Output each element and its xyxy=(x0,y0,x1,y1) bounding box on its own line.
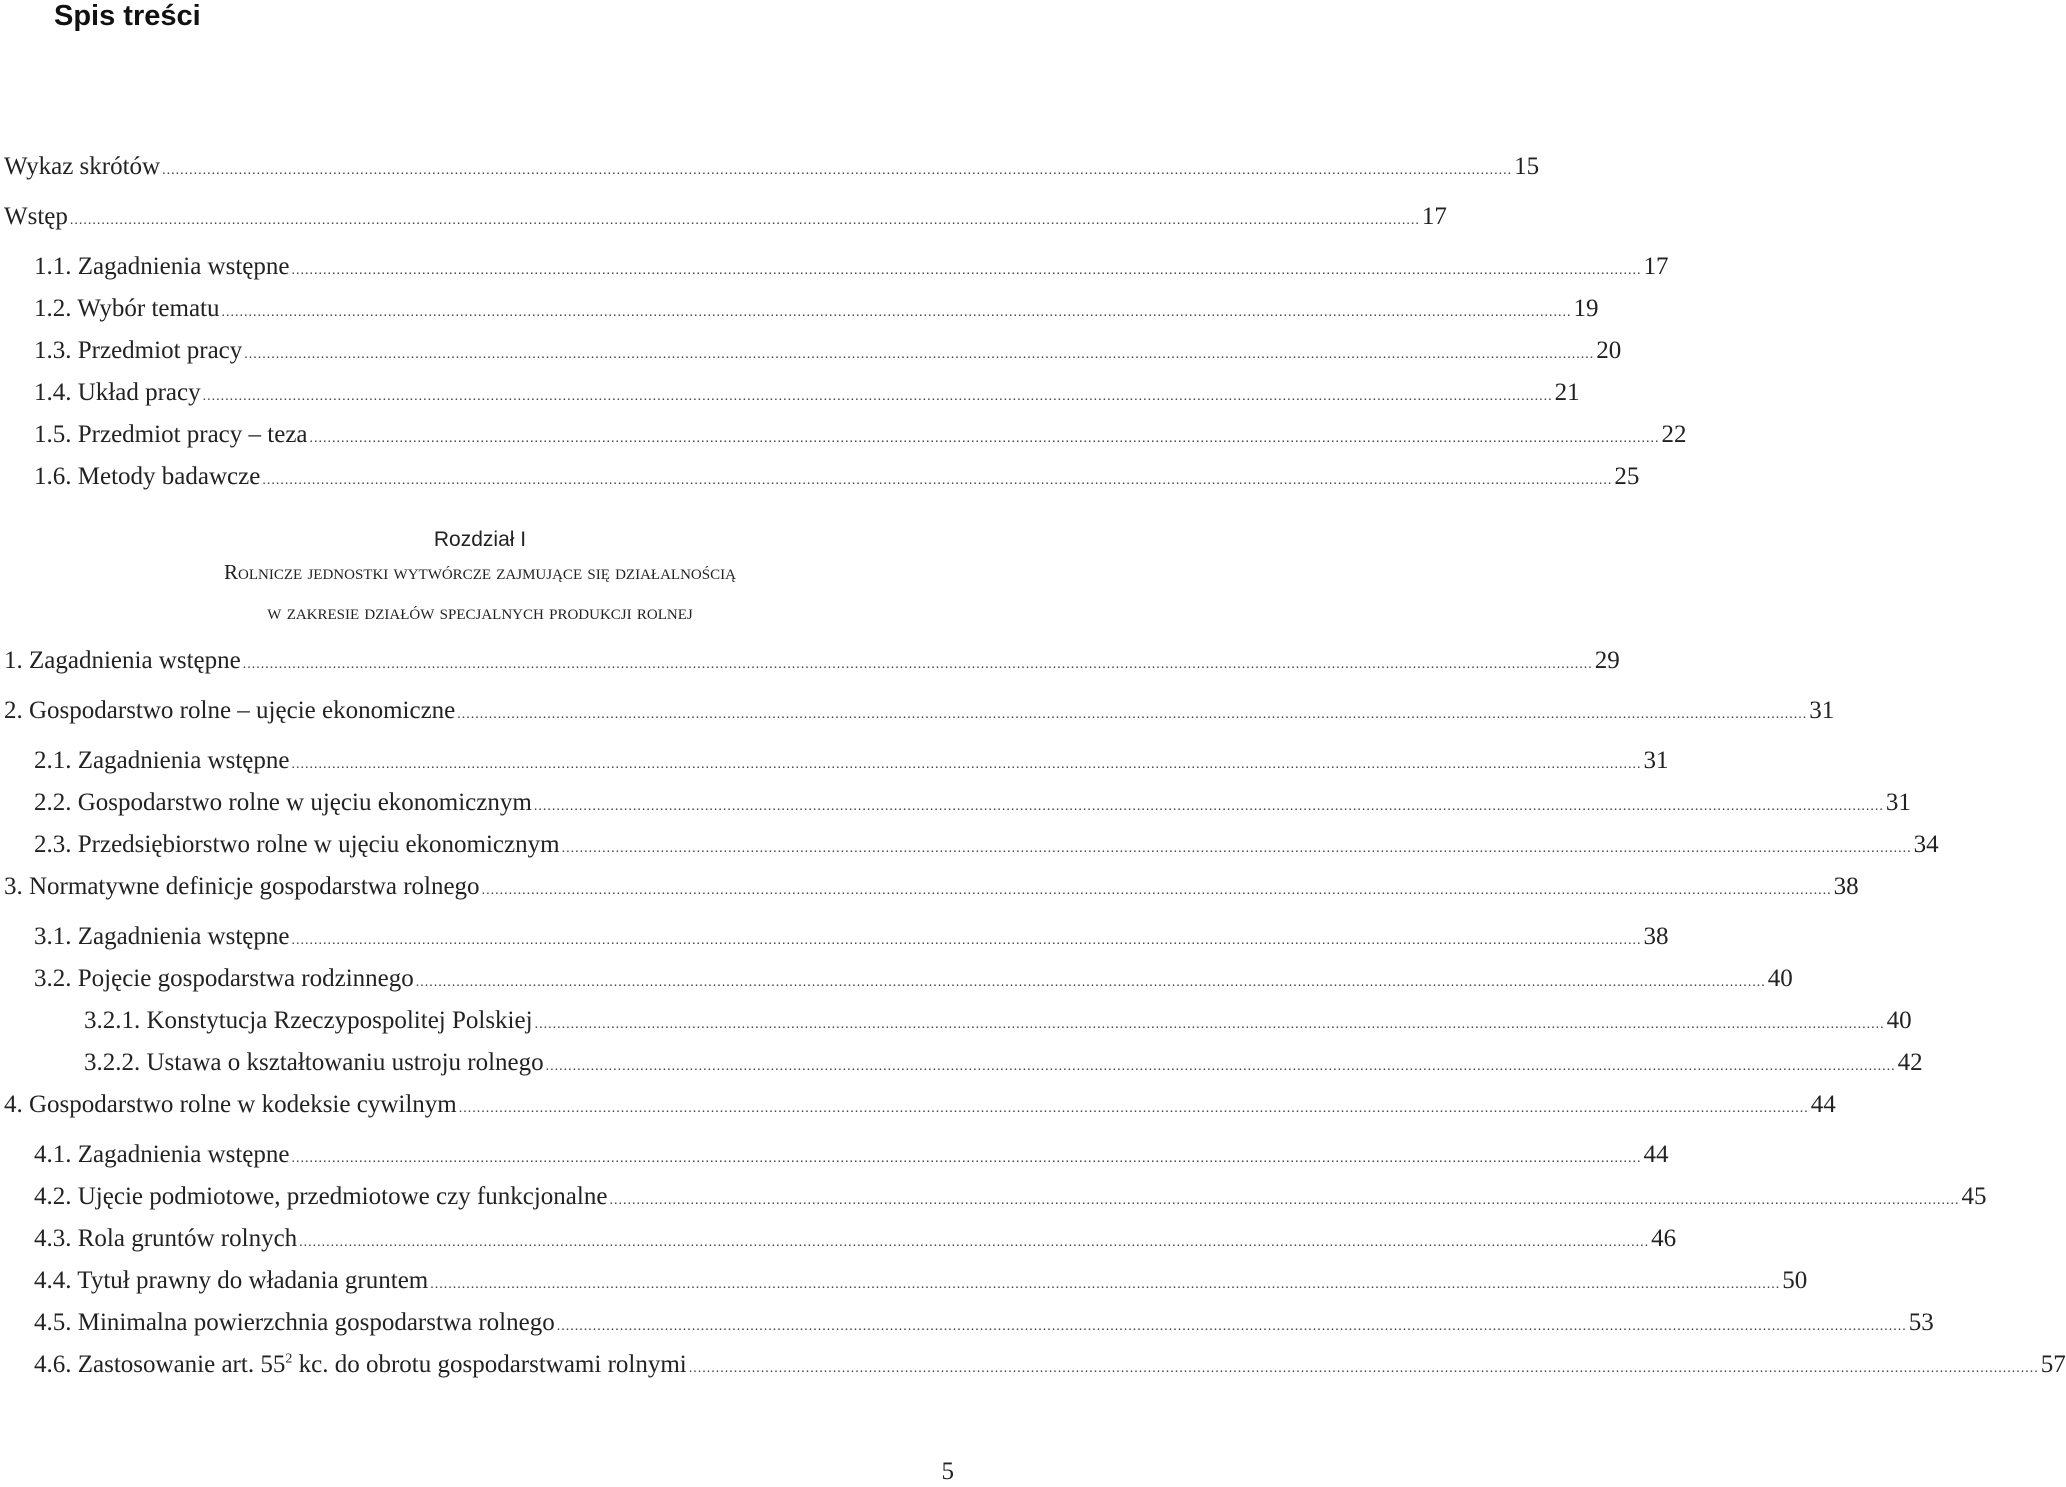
toc-entry-superscript: 2 xyxy=(285,1351,293,1367)
toc-entry-title: 2.1. Zagadnienia wstępne xyxy=(34,747,290,774)
toc-entry-leader: ............................................................................................................................................................................................................................................................................................................ xyxy=(69,213,1420,228)
toc-entry-leader: ............................................................................................................................................................................................................................................................................................................ xyxy=(162,163,1513,178)
toc-entry-leader: ............................................................................................................................................................................................................................................................................................................ xyxy=(291,1151,1642,1166)
toc-entry[interactable] xyxy=(34,1266,1808,1296)
toc-entry[interactable] xyxy=(34,830,1939,860)
chapter-label: Rozdział I xyxy=(433,528,527,551)
toc-entry[interactable] xyxy=(4,696,1835,726)
toc-entry-title: 2.3. Przedsiębiorstwo rolne w ujęciu ekonomicznym xyxy=(34,831,560,858)
toc-entry-leader: ............................................................................................................................................................................................................................................................................................................ xyxy=(545,1059,1896,1074)
toc-entry-page: 19 xyxy=(1573,295,1599,322)
toc-entry-page: 40 xyxy=(1767,965,1793,992)
toc-entry-page: 25 xyxy=(1614,463,1640,490)
toc-entry-title: 4.4. Tytuł prawny do władania gruntem xyxy=(34,1267,429,1294)
toc-entry-leader: ............................................................................................................................................................................................................................................................................................................ xyxy=(242,657,1593,672)
toc-entry-title: 1.5. Przedmiot pracy – teza xyxy=(34,421,308,448)
toc-entry[interactable] xyxy=(4,202,1447,232)
toc-entry-title: 4.3. Rola gruntów rolnych xyxy=(34,1225,298,1252)
toc-entry-title: 4.2. Ujęcie podmiotowe, przedmiotowe czy funkcjonalne xyxy=(34,1183,608,1210)
toc-entry-leader: ............................................................................................................................................................................................................................................................................................................ xyxy=(534,1017,1885,1032)
toc-entry-page: 31 xyxy=(1809,697,1835,724)
toc-entry-leader: ............................................................................................................................................................................................................................................................................................................ xyxy=(299,1235,1650,1250)
toc-entry[interactable] xyxy=(34,462,1640,492)
toc-entry[interactable] xyxy=(34,1140,1669,1170)
toc-entry-page: 21 xyxy=(1554,379,1580,406)
toc-entry[interactable] xyxy=(34,964,1793,994)
toc-entry-page: 53 xyxy=(1908,1309,1934,1336)
toc-entry-leader: ............................................................................................................................................................................................................................................................................................................ xyxy=(221,305,1572,320)
toc-entry-page: 38 xyxy=(1643,923,1669,950)
page-title: Spis treści xyxy=(54,0,201,32)
toc-entry-leader: ............................................................................................................................................................................................................................................................................................................ xyxy=(262,473,1613,488)
toc-entry-page: 34 xyxy=(1913,831,1939,858)
page-number: 5 xyxy=(941,1458,954,1485)
toc-entry-title: 3. Normatywne definicje gospodarstwa rolnego xyxy=(4,873,480,900)
toc-entry-title-continued: kc. do obrotu gospodarstwami rolnymi xyxy=(292,1351,687,1378)
toc-entry-page: 38 xyxy=(1833,873,1859,900)
toc-entry-page: 57 xyxy=(2040,1351,2066,1378)
toc-entry-page: 15 xyxy=(1514,153,1540,180)
toc-entry-title: 3.2.2. Ustawa o kształtowaniu ustroju rolnego xyxy=(84,1049,544,1076)
toc-entry-title: 1.6. Metody badawcze xyxy=(34,463,261,490)
toc-entry-title: 1.1. Zagadnienia wstępne xyxy=(34,253,290,280)
toc-entry-page: 29 xyxy=(1594,647,1620,674)
toc-entry-title: 4. Gospodarstwo rolne w kodeksie cywilnym xyxy=(4,1091,457,1118)
toc-entry[interactable] xyxy=(34,252,1669,282)
toc-entry-leader: ............................................................................................................................................................................................................................................................................................................ xyxy=(202,389,1553,404)
toc-entry-title: Wykaz skrótów xyxy=(4,153,161,180)
toc-entry-title: 3.2. Pojęcie gospodarstwa rodzinnego xyxy=(34,965,414,992)
toc-entry[interactable] xyxy=(34,746,1669,776)
toc-entry-page: 17 xyxy=(1643,253,1669,280)
toc-entry-page: 44 xyxy=(1643,1141,1669,1168)
toc-entry[interactable] xyxy=(34,294,1599,324)
toc-entry-title: 1. Zagadnienia wstępne xyxy=(4,647,241,674)
toc-entry[interactable] xyxy=(34,336,1622,366)
toc-entry-leader: ............................................................................................................................................................................................................................................................................................................ xyxy=(309,431,1660,446)
toc-entry-leader: ............................................................................................................................................................................................................................................................................................................ xyxy=(609,1193,1960,1208)
toc-entry-title: 4.5. Minimalna powierzchnia gospodarstwa rolnego xyxy=(34,1309,555,1336)
chapter-heading xyxy=(0,528,960,632)
toc-entry-leader: ............................................................................................................................................................................................................................................................................................................ xyxy=(533,799,1884,814)
toc-entry-leader: ............................................................................................................................................................................................................................................................................................................ xyxy=(291,757,1642,772)
toc-entry-title: 2. Gospodarstwo rolne – ujęcie ekonomiczne xyxy=(4,697,456,724)
toc-entry[interactable] xyxy=(34,788,1911,818)
toc-entry-leader: ............................................................................................................................................................................................................................................................................................................ xyxy=(688,1361,2039,1376)
toc-entry[interactable] xyxy=(34,1308,1934,1338)
toc-entry-leader: ............................................................................................................................................................................................................................................................................................................ xyxy=(244,347,1595,362)
toc-entry-page: 40 xyxy=(1886,1007,1912,1034)
toc-entry-leader: ............................................................................................................................................................................................................................................................................................................ xyxy=(481,883,1832,898)
toc-entry-page: 44 xyxy=(1810,1091,1836,1118)
toc-entry[interactable] xyxy=(34,1224,1677,1254)
toc-entry-title: 1.4. Układ pracy xyxy=(34,379,201,406)
toc-entry-title: 3.2.1. Konstytucja Rzeczypospolitej Polskiej xyxy=(84,1007,533,1034)
toc-entry-title: 4.1. Zagadnienia wstępne xyxy=(34,1141,290,1168)
toc-entry-title: 4.6. Zastosowanie art. $55^2$ kc. do obrotu gospodarstwami rolnymi xyxy=(34,1351,687,1378)
toc-entry-page: 22 xyxy=(1661,421,1687,448)
toc-entry[interactable] xyxy=(4,646,1620,676)
toc-entry-leader: ............................................................................................................................................................................................................................................................................................................ xyxy=(458,1101,1809,1116)
toc-entry-leader: ............................................................................................................................................................................................................................................................................................................ xyxy=(291,933,1642,948)
toc-entry-page: 20 xyxy=(1596,337,1622,364)
toc-entry-page: 42 xyxy=(1897,1049,1923,1076)
toc-entry[interactable] xyxy=(34,1182,1987,1212)
toc-entry-title: 1.2. Wybór tematu xyxy=(34,295,220,322)
toc-entry-page: 31 xyxy=(1643,747,1669,774)
chapter-title-line-1: Rolnicze jednostki wytwórcze zajmujące się działalnością xyxy=(224,560,736,584)
toc-entry-leader: ............................................................................................................................................................................................................................................................................................................ xyxy=(415,975,1766,990)
toc-entry-page: 17 xyxy=(1421,203,1447,230)
toc-entry-page: 46 xyxy=(1651,1225,1677,1252)
chapter-title-line-2: w zakresie działów specjalnych produkcji rolnej xyxy=(267,600,693,624)
toc-entry[interactable] xyxy=(34,922,1669,952)
toc-entry[interactable] xyxy=(34,420,1687,450)
toc-entry-title: 2.2. Gospodarstwo rolne w ujęciu ekonomicznym xyxy=(34,789,532,816)
toc-entry-page: 45 xyxy=(1961,1183,1987,1210)
toc-entry[interactable] xyxy=(84,1048,1923,1078)
toc-entry[interactable] xyxy=(34,1350,2066,1380)
toc-entry[interactable] xyxy=(4,1090,1836,1120)
toc-entry-leader: ............................................................................................................................................................................................................................................................................................................ xyxy=(430,1277,1781,1292)
toc-entry-title: Wstęp xyxy=(4,203,68,230)
toc-entry-leader: ............................................................................................................................................................................................................................................................................................................ xyxy=(457,707,1808,722)
toc-entry-page: 50 xyxy=(1782,1267,1808,1294)
toc-entry-title: 3.1. Zagadnienia wstępne xyxy=(34,923,290,950)
toc-entry-title: 1.3. Przedmiot pracy xyxy=(34,337,243,364)
toc-entry[interactable] xyxy=(4,152,1540,182)
toc-entry-leader: ............................................................................................................................................................................................................................................................................................................ xyxy=(291,263,1642,278)
toc-entry-page: 31 xyxy=(1885,789,1911,816)
toc-entry-leader: ............................................................................................................................................................................................................................................................................................................ xyxy=(556,1319,1907,1334)
toc-entry[interactable] xyxy=(84,1006,1912,1036)
toc-entry-leader: ............................................................................................................................................................................................................................................................................................................ xyxy=(561,841,1912,856)
toc-entry[interactable] xyxy=(34,378,1580,408)
toc-entry[interactable] xyxy=(4,872,1859,902)
